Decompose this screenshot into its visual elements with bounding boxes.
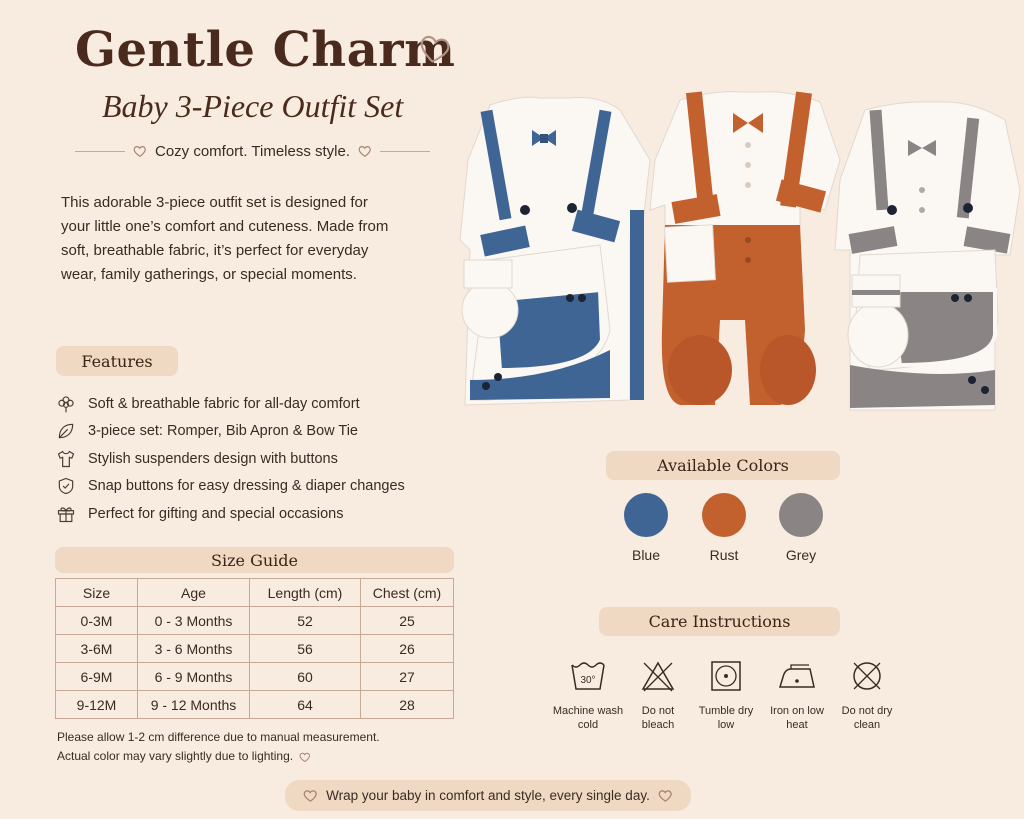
- size-guide-table: [55, 578, 454, 719]
- no-dry-clean-icon: [829, 658, 905, 694]
- care-heading: Care Instructions: [599, 607, 840, 636]
- table-cell: 25: [361, 607, 454, 635]
- product-photo: [450, 80, 1024, 425]
- care-item-iron: [759, 658, 835, 732]
- gift-icon: [56, 504, 76, 524]
- table-row: [56, 691, 454, 719]
- table-cell: 26: [361, 635, 454, 663]
- table-cell: 3-6M: [56, 635, 138, 663]
- heart-outline-icon: [418, 32, 452, 66]
- column-header: Length (cm): [250, 579, 361, 607]
- table-row: [56, 663, 454, 691]
- color-swatch[interactable]: [624, 493, 668, 537]
- leaf-icon: [56, 421, 76, 441]
- feature-text: Snap buttons for easy dressing & diaper changes: [88, 478, 405, 495]
- care-label-line: Do not: [641, 705, 675, 717]
- iron-low-icon: [759, 658, 835, 694]
- heart-outline-icon: [303, 788, 318, 803]
- feature-item: [56, 390, 405, 418]
- tagline: Cozy comfort. Timeless style.: [154, 142, 351, 160]
- care-item-tumble-dry: [688, 658, 764, 732]
- heart-outline-icon: [133, 144, 147, 158]
- color-option-rust[interactable]: [684, 493, 764, 563]
- features-heading: Features: [56, 346, 178, 376]
- heart-outline-icon: [658, 788, 673, 803]
- column-header: Size: [56, 579, 138, 607]
- table-cell: 52: [250, 607, 361, 635]
- color-label: Grey: [785, 547, 817, 563]
- size-note-line: Please allow 1-2 cm difference due to manual measurement.: [57, 730, 380, 744]
- care-label-line: Tumble dry: [698, 705, 754, 717]
- table-row: [56, 607, 454, 635]
- table-header-row: [56, 579, 454, 607]
- column-header: Chest (cm): [361, 579, 454, 607]
- care-label-line: cold: [577, 719, 599, 731]
- shield-check-icon: [56, 476, 76, 496]
- footer-banner: [285, 780, 691, 811]
- grey-outfit: [835, 102, 1020, 410]
- feature-text: 3-piece set: Romper, Bib Apron & Bow Tie: [88, 423, 358, 440]
- care-label: [550, 704, 626, 732]
- wash-30-icon: [550, 658, 626, 694]
- table-cell: 9 - 12 Months: [138, 691, 250, 719]
- feature-text: Perfect for gifting and special occasions: [88, 505, 344, 522]
- care-label-line: Iron on low: [770, 705, 824, 717]
- size-note-line-2: [57, 747, 380, 766]
- divider: [75, 151, 125, 152]
- no-bleach-icon: [620, 658, 696, 694]
- care-label-line: bleach: [641, 719, 675, 731]
- color-label: Rust: [709, 547, 739, 563]
- column-header: Age: [138, 579, 250, 607]
- care-label: [620, 704, 696, 732]
- table-cell: 28: [361, 691, 454, 719]
- table-cell: 64: [250, 691, 361, 719]
- table-cell: 60: [250, 663, 361, 691]
- table-cell: 3 - 6 Months: [138, 635, 250, 663]
- feature-item: [56, 473, 405, 501]
- table-cell: 0 - 3 Months: [138, 607, 250, 635]
- shirt-icon: [56, 449, 76, 469]
- heart-outline-icon: [299, 751, 311, 763]
- color-swatch[interactable]: [702, 493, 746, 537]
- care-item-bleach: [620, 658, 696, 732]
- tagline-row: [75, 140, 430, 162]
- table-cell: 6 - 9 Months: [138, 663, 250, 691]
- feature-item: [56, 418, 405, 446]
- feature-item: [56, 500, 405, 528]
- feature-item: [56, 445, 405, 473]
- care-item-dry-clean: [829, 658, 905, 732]
- rust-outfit: [650, 91, 840, 405]
- page-subtitle: Baby 3-Piece Outfit Set: [102, 88, 404, 124]
- care-label-line: low: [717, 719, 735, 731]
- cotton-flower-icon: [56, 394, 76, 414]
- color-note: Actual color may vary slightly due to lighting.: [57, 749, 294, 763]
- color-option-blue[interactable]: [606, 493, 686, 563]
- table-cell: 0-3M: [56, 607, 138, 635]
- tumble-dry-icon: [688, 658, 764, 694]
- table-cell: 6-9M: [56, 663, 138, 691]
- table-cell: 9-12M: [56, 691, 138, 719]
- table-cell: 27: [361, 663, 454, 691]
- care-label-line: Machine wash: [552, 705, 624, 717]
- care-label: [759, 704, 835, 732]
- size-guide-heading: Size Guide: [55, 547, 454, 573]
- feature-text: Soft & breathable fabric for all-day comfort: [88, 395, 360, 412]
- product-description: This adorable 3-piece outfit set is designed for your little one’s comfort and cuteness. Made from soft, breathable fabric, it’s perfect for everyday wear, family gatherings, or special moments.: [61, 194, 389, 283]
- color-option-grey[interactable]: [761, 493, 841, 563]
- color-label: Blue: [631, 547, 661, 563]
- heart-outline-icon: [358, 144, 372, 158]
- wash-temperature: 30°: [580, 675, 596, 686]
- blue-outfit: [460, 97, 650, 405]
- care-label-line: clean: [853, 719, 881, 731]
- features-list: [56, 390, 405, 528]
- care-label-line: Do not dry: [841, 705, 893, 717]
- colors-heading: Available Colors: [606, 451, 840, 480]
- divider: [380, 151, 430, 152]
- table-cell: 56: [250, 635, 361, 663]
- page-title: Gentle Charm: [75, 22, 456, 78]
- care-label-line: heat: [786, 719, 808, 731]
- footer-text: Wrap your baby in comfort and style, every single day.: [326, 788, 650, 803]
- care-item-wash: [550, 658, 626, 732]
- size-note: [57, 728, 380, 766]
- feature-text: Stylish suspenders design with buttons: [88, 450, 338, 467]
- table-row: [56, 635, 454, 663]
- care-label: [829, 704, 905, 732]
- color-swatch[interactable]: [779, 493, 823, 537]
- care-label: [688, 704, 764, 732]
